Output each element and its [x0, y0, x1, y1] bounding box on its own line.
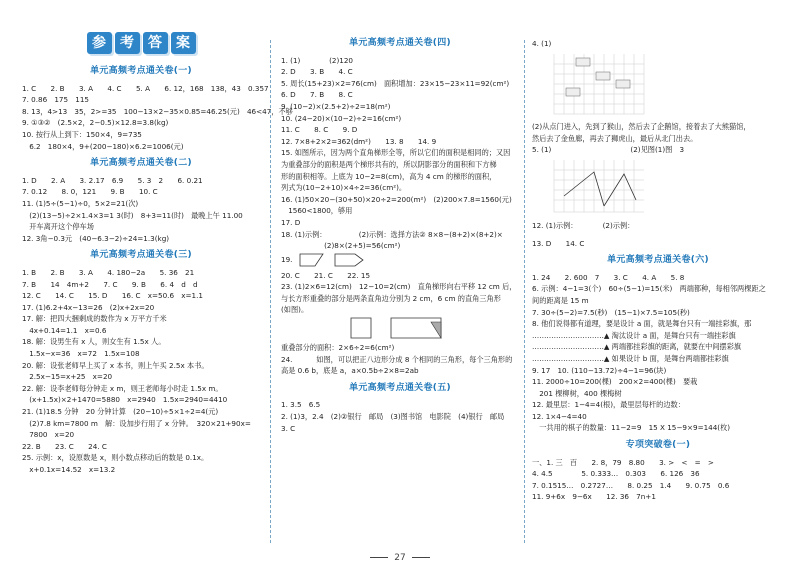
answer-line [281, 252, 519, 270]
answer-line: 9. 17 10. (110−13.72)÷4−1=96(块) [532, 365, 667, 375]
coordinate-grid [544, 156, 664, 216]
zoo-map-grid [544, 50, 664, 118]
answer-line: 2. (1)3，2.4 (2)②银行 邮局 (3)图书馆 电影院 (4)银行 邮局 [281, 412, 505, 422]
answer-line: …………………………▲ 如果设计 b 面，是舞台两端都挂彩旗 [532, 353, 729, 363]
polygon-figure [295, 252, 375, 268]
answer-line: 18. 解：设男生有 x 人，则女生有 1.5x 人。 [22, 337, 166, 347]
answer-line: 20. 解：设张老师早上买了 x 本书，则上午买 2.5x 本书。 [22, 360, 209, 370]
answer-line: 12. 7×8+2×2=362(dm²) 13. 8 14. 9 [281, 136, 437, 146]
answer-line: 10. (24−20)×(10−2)÷2=16(cm²) [281, 113, 402, 123]
answer-line: 21. (1)18.5 分钟 20 分钟计算 (20−10)÷5×1÷2=4(元) [22, 407, 219, 417]
answer-line: 15. 如图所示，因为两个直角梯形全等，所以它们的面积是相同的；又因 [281, 148, 511, 158]
answer-line: 为重叠部分的面积是两个梯形共有的，所以阴影部分的面积和下方梯 [281, 159, 497, 169]
answer-line: 7. 0.1515… 0.2727… 8. 0.25 1.4 9. 0.75 0.6 [532, 480, 730, 490]
section-title-unit-6: 单元高频考点通关卷(六) [607, 255, 709, 266]
answer-line: 1. 24 2. 600 7 3. C 4. A 5. 8 [532, 272, 685, 282]
page-number: 27 [0, 553, 800, 563]
answer-line: 18. (1)示例： (2)示例：选择方法② 8×8−(8+2)×(8+2)× [281, 229, 503, 239]
answer-line: 一、1. 三 百 2. 8，79 8.80 3. > < = > [532, 457, 714, 467]
trapezoid-figure-row [281, 316, 519, 342]
answer-line: 23. (1)2×6=12(cm) 12−10=2(cm) 直角梯形向右平移 12 cm 后， [281, 282, 517, 292]
section-title-unit-3: 单元高频考点通关卷(三) [90, 250, 192, 261]
answer-line: 1.5x−x=36 x=72 1.5x=108 [22, 349, 140, 359]
column-middle [281, 8, 519, 434]
column-divider [524, 40, 525, 543]
banner-char: 参 [87, 32, 112, 54]
answer-line: (2)从点门进入，先到了猴山，然后去了企鹅馆，接着去了大熊猫馆， [532, 122, 751, 132]
answer-line: 与长方形重叠的部分是两条直角边分别为 2 cm，6 cm 的直角三角形 [281, 293, 501, 303]
section-title-unit-1: 单元高频考点通关卷(一) [90, 66, 192, 76]
answer-line: 11. (1)5÷(5−1)÷0，5×2=21(次) [22, 198, 139, 208]
answer-line: (2)7.8 km=7800 m 解：设加步行用了 x 分钟。 320×21+90x= [22, 418, 251, 428]
banner-char: 考 [115, 32, 140, 54]
answer-line: 6. 示例：4−1=3(个) 60÷(5−1)=15(米) 两端都种，每相邻两棵距之 [532, 284, 766, 294]
answer-line: 16. (1)50×20−(30+50)×20÷2=200(m²) (2)200×7.8=1560(元) [281, 194, 512, 204]
answer-line: (2)(13−5)÷2×1.4×3=1 3(时) 8+3=11(时) 最晚上午 11.00 [22, 210, 243, 220]
section-title-unit-4: 单元高频考点通关卷(四) [349, 38, 451, 48]
answer-line: …………………………▲ 淘汰设计 a 面，是舞台只有一端挂彩旗 [532, 330, 736, 340]
banner-char: 答 [143, 32, 168, 54]
answer-line: …………………………▲ 两端都挂彩旗的距离，就要在中间摆彩旗 [532, 342, 742, 352]
answer-line: 形的面积相等。上底为 10−2=8(cm)，高为 4 cm 的梯形的面积， [281, 171, 497, 181]
answer-text: 12. (1)示例： (2)示例： [532, 220, 635, 230]
answer-text: 1. (1) (2)120 [281, 55, 353, 65]
answer-line: 25. 示例：x，设原数是 x，则小数点移动后的数是 0.1x。 [22, 453, 209, 463]
answer-line: 7. 0.86 175 115 [22, 95, 89, 105]
answer-line: 5. (1) (2)见图(1)图 3 [532, 145, 685, 155]
answer-line: 3. C [281, 423, 296, 433]
answer-line: 8. 13，4>13 35，2>=35 100−13×2−35×0.85=46.25(元) 46<47，不够 [22, 106, 293, 116]
answer-line: (2)8×(2+5)=56(cm²) [281, 241, 401, 251]
answer-line [532, 220, 784, 238]
answer-line: 7. B 14 4m+2 7. C 9. B 6. 4 d d [22, 279, 198, 289]
answer-line: 1. D 2. A 3. 2.17 6.9 5. 3 2 6. 0.21 [22, 175, 203, 185]
answer-line: 间的距离是 15 m [532, 295, 589, 305]
answer-line: 11. 9+6x 9−6x 12. 36 7n+1 [532, 492, 656, 502]
answer-line: 11. 2000÷10=200(棵) 200×2=400(棵) 要栽 [532, 377, 698, 387]
answer-line: (如图)。 [281, 305, 309, 315]
answer-line: 13. D 14. C [532, 238, 585, 248]
answer-text: 19. [281, 254, 293, 264]
answer-line: 2.5x−15=x+25 x=20 [22, 372, 113, 382]
answer-line: 12. 3角−0.3元 (40−6.3−2)÷24=1.3(kg) [22, 233, 170, 243]
section-title-unit-2: 单元高频考点通关卷(二) [90, 158, 192, 169]
answer-line: 5. 周长(15+23)×2=76(cm) 面积增加：23×15−23×11=92(cm²) [281, 78, 510, 88]
answer-line: 4. (1) [532, 39, 552, 48]
answer-line: 重叠部分的面积：2×6÷2=6(cm²) [281, 343, 395, 353]
answer-line: 列式为(10−2+10)×4÷2=36(cm²)。 [281, 183, 407, 193]
answer-line: 开车离开这个停车场 [22, 222, 94, 232]
column-right [532, 8, 784, 503]
answer-line: 6. D 7. B 8. C [281, 90, 353, 100]
answer-line: 1. B 2. B 3. A 4. 180−2a 5. 36 21 [22, 267, 195, 277]
answer-line: 一共用的棋子的数量：11−2=9 15 X 15−9×9=144(枚) [532, 423, 731, 433]
answer-line: 1560<1800，够用 [281, 206, 353, 216]
answer-line: 22. B 23. C 24. C [22, 441, 107, 451]
answer-banner [22, 32, 260, 54]
answer-line: 然后去了金鱼廊，再去了狮虎山，最后从北门出去。 [532, 133, 698, 143]
answer-line: 9. (10−2)×(2.5+2)÷2=18(m²) [281, 101, 391, 111]
answer-line: 17. 解：把四大捆剩成的数作为 x 万平方千米 [22, 314, 167, 324]
answer-line: 20. C 21. C 22. 15 [281, 270, 371, 280]
answer-line [281, 55, 519, 67]
section-title-unit-5: 单元高频考点通关卷(五) [349, 382, 451, 393]
answer-line: (x+1.5x)×2+1470=5880 x=2940 1.5x=2940=4410 [22, 395, 228, 405]
answer-line: 12. C 14. C 15. D 16. C x=50.6 x=1.1 [22, 291, 203, 301]
answer-line: 17. D [281, 217, 301, 227]
banner-char: 案 [171, 32, 196, 54]
answer-line: 2. D 3. B 4. C [281, 67, 353, 77]
answer-line: 7. 0.12 8. 0，121 9. B 10. C [22, 187, 158, 197]
column-divider [270, 40, 271, 543]
answer-line: 22. 解：设李老师每分钟走 x m，则王老师每小时走 1.5x m。 [22, 383, 223, 393]
answer-line: 7. 30÷(5−2)=7.5(秒) (15−1)×7.5=105(秒) [532, 307, 690, 317]
answer-line: 11. C 8. C 9. D [281, 125, 358, 135]
answer-line: 6.2 180×4，9+(200−180)×6.2=1006(元) [22, 141, 184, 151]
answer-line: 4x+0.14=1.1 x=0.6 [22, 325, 107, 335]
answer-line: 高是 0.6 b，底是 a，a×0.5b÷2×8=2ab [281, 366, 419, 376]
answer-line: 201 棵柳树，400 棵梅树 [532, 388, 622, 398]
answer-line: x+0.1x=14.52 x=13.2 [22, 465, 116, 474]
answer-line: 7800 x=20 [22, 430, 75, 440]
answer-line: 24. 如图，可以把正八边形分成 8 个相同的三角形，每个三角形的 [281, 354, 513, 364]
answer-line: 17. (1)6.2+4x−13=26 (2)x+2x=20 [22, 302, 155, 312]
answer-line: 12. 最里层：1−4=4(根)，最里层每杆的边数： [532, 400, 685, 410]
trapezoid-overlap-figure [281, 316, 481, 340]
answer-line: 4. 4.5 5. 0.333… 0.303 6. 126 36 [532, 469, 700, 479]
answer-line: 10. 按行从上到下：150×4，9=735 [22, 129, 142, 139]
answer-line: 12. 1×4−4=40 [532, 411, 587, 421]
answer-line: 8. 他们说得都有道理，要是设计 a 面，就是舞台只有一端挂彩旗，那 [532, 319, 752, 329]
answer-line: 9. ①③② (2.5×2，2−0.5)×12.8=3.8(kg) [22, 118, 169, 128]
section-title-special-1: 专项突破卷(一) [625, 440, 691, 451]
answer-line: 1. C 2. B 3. A 4. C 5. A 6. 12，168 138，43 0.357 [22, 83, 269, 93]
answer-line: 1. 3.5 6.5 [281, 400, 321, 410]
